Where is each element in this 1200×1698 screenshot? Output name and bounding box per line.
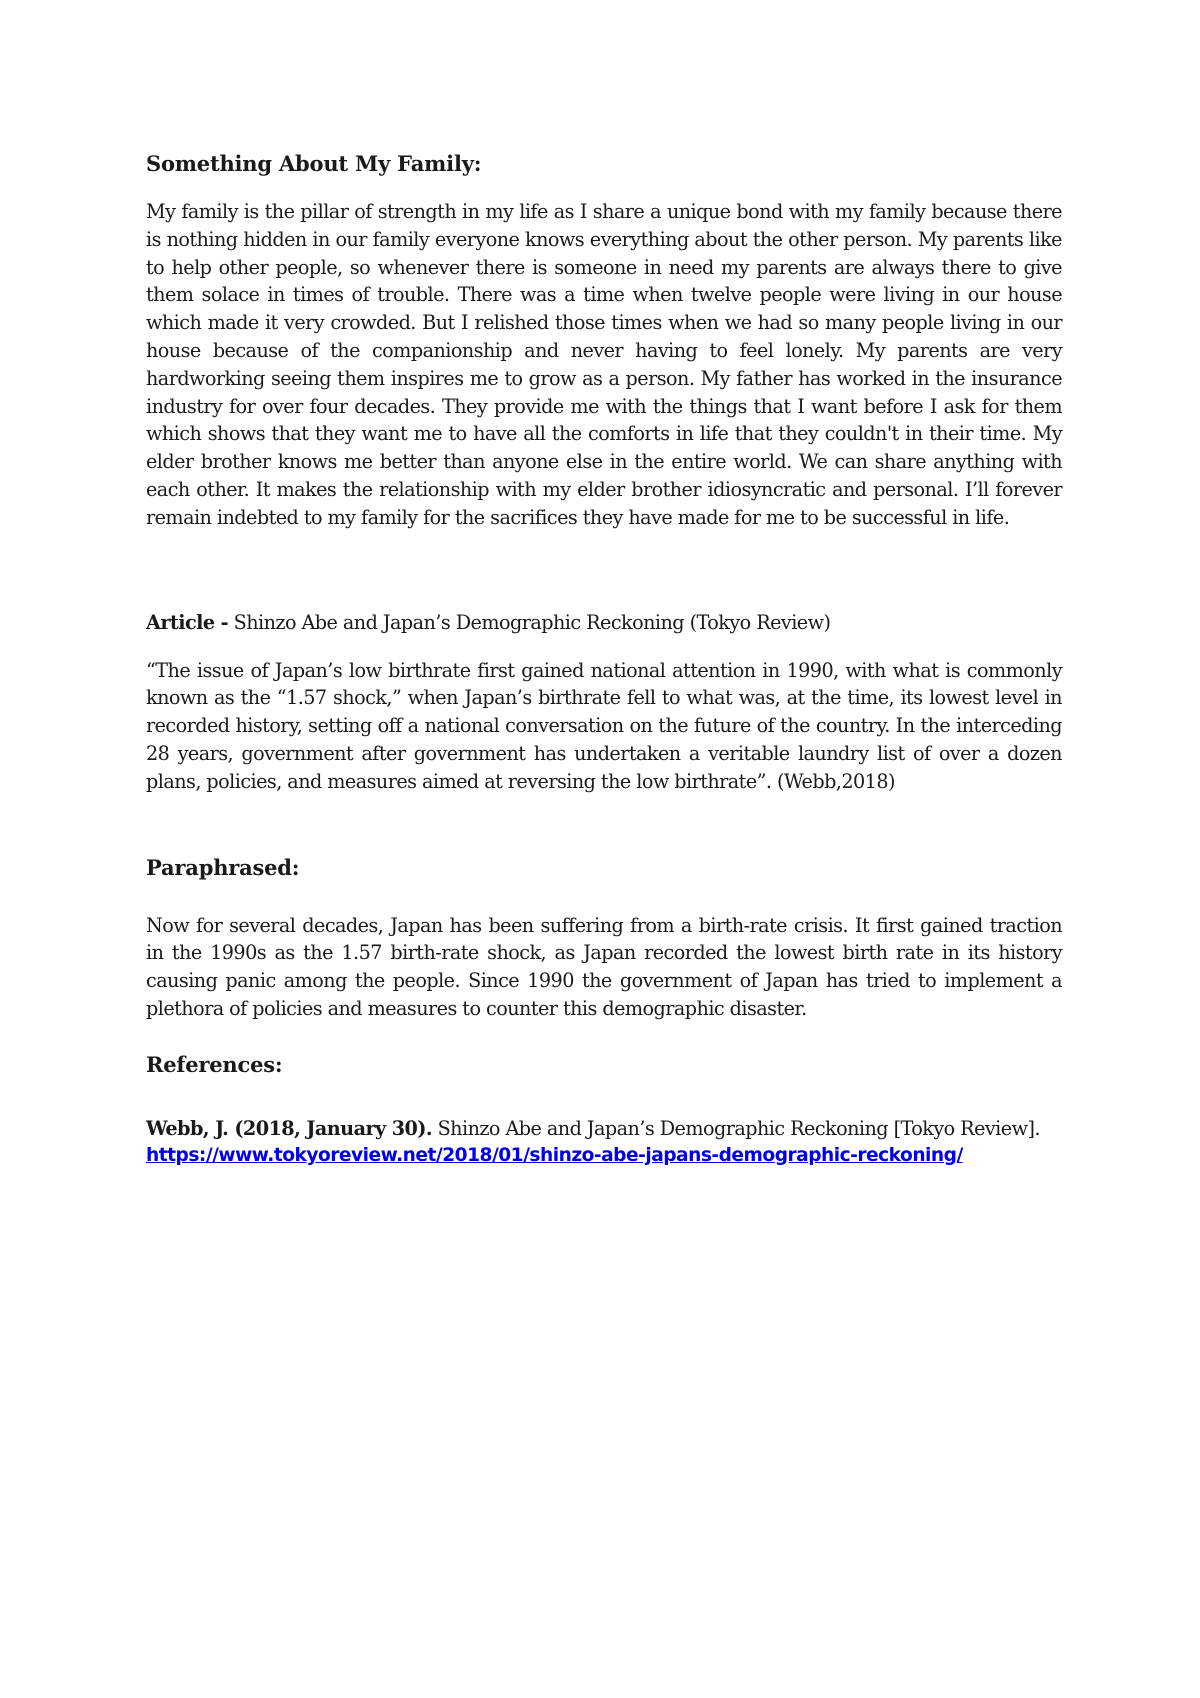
references-heading: References:: [146, 1051, 283, 1077]
family-heading: Something About My Family:: [146, 151, 482, 176]
family-paragraph: My family is the pillar of strength in my life as I share a unique bond with my family because there is nothing hidden in our family everyone knows everything about the other person. My parents like to help other people, so whenever there is someone in need my parents are always there to give them solace in times of trouble. There was a time when twelve people were living in our house which made it very crowded. But I relished those times when we had so many people living in our house because of the companionship and never having to feel lonely. My parents are very hardworking seeing them inspires me to grow as a person. My father has worked in the insurance industry for over four decades. They provide me with the things that I want before I ask for them which shows that they want me to have all the comforts in life that they couldn't in their time. My elder brother knows me better than anyone else in the entire world. We can share anything with each other. It makes the relationship with my elder brother idiosyncratic and personal. I’ll forever remain indebted to my family for the sacrifices they have made for me to be successful in life.: [146, 200, 1062, 529]
article-title: Shinzo Abe and Japan’s Demographic Reckoning (Tokyo Review): [233, 610, 831, 634]
document-body: [146, 150, 1062, 1170]
article-label: Article -: [146, 610, 229, 634]
reference-entry: [146, 1115, 1062, 1170]
paraphrased-heading: Paraphrased:: [146, 854, 300, 880]
reference-author-date: Webb, J. (2018, January 30).: [146, 1116, 433, 1140]
reference-title: Shinzo Abe and Japan’s Demographic Reckoning [Tokyo Review].: [437, 1116, 1040, 1140]
paraphrased-paragraph: Now for several decades, Japan has been suffering from a birth-rate crisis. It first gained traction in the 1990s as the 1.57 birth-rate shock, as Japan recorded the lowest birth rate in its history causing panic among the people. Since 1990 the government of Japan has tried to implement a plethora of policies and measures to counter this demographic disaster.: [146, 913, 1062, 1020]
reference-url-link[interactable]: https://www.tokyoreview.net/2018/01/shinzo-abe-japans-demographic-reckoning/: [146, 1144, 963, 1166]
article-quote: “The issue of Japan’s low birthrate first gained national attention in 1990, with what is commonly known as the “1.57 shock,” when Japan’s birthrate fell to what was, at the time, its lowest level in recorded history, setting off a national conversation on the future of the country. In the interceding 28 years, government after government has undertaken a veritable laundry list of over a dozen plans, policies, and measures aimed at reversing the low birthrate”. (Webb,2018): [146, 658, 1062, 793]
article-line: [146, 609, 1062, 637]
